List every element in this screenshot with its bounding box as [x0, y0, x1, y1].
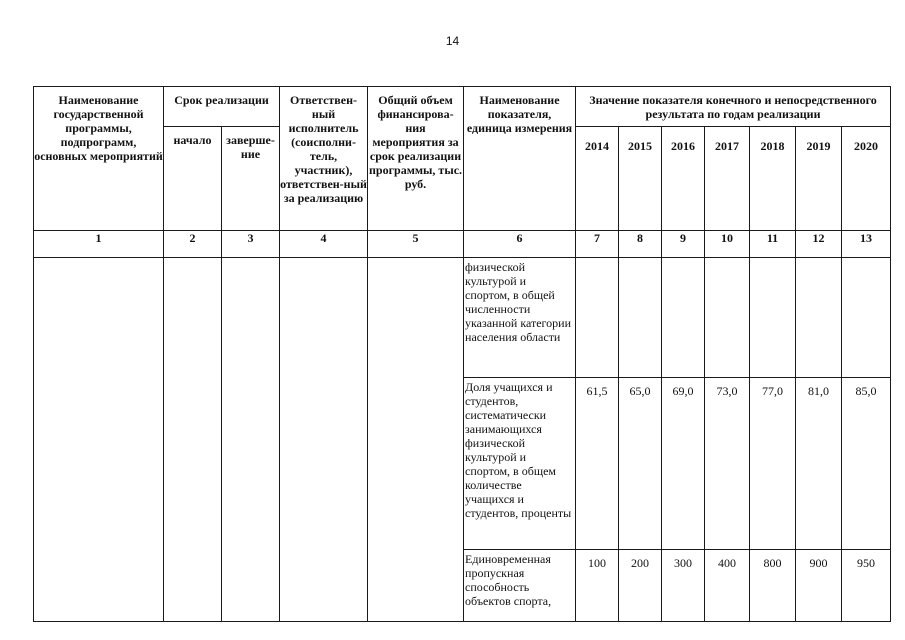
program-name-cell: [34, 258, 164, 622]
column-number: 8: [619, 231, 662, 258]
indicator-value: 950: [842, 550, 891, 622]
column-number: 7: [576, 231, 619, 258]
program-table: [33, 86, 891, 622]
page-number: 14: [445, 34, 460, 48]
column-number: 9: [662, 231, 705, 258]
indicator-name: Доля учащихся и студентов, систематически занимающихся физической культурой и спортом, в общем количестве учащихся и студентов, проценты: [464, 378, 576, 550]
header-year: 2016: [662, 127, 705, 231]
column-number-row: [34, 231, 891, 258]
header-end: заверше-ние: [222, 127, 280, 231]
indicator-value: [619, 258, 662, 378]
header-year: 2019: [796, 127, 842, 231]
column-number: 5: [368, 231, 464, 258]
column-number: 10: [705, 231, 750, 258]
header-start: начало: [164, 127, 222, 231]
indicator-value: 61,5: [576, 378, 619, 550]
indicator-value: 100: [576, 550, 619, 622]
header-row-1: [34, 87, 891, 127]
indicator-value: 85,0: [842, 378, 891, 550]
header-year: 2015: [619, 127, 662, 231]
indicator-value: [576, 258, 619, 378]
header-values-group: Значение показателя конечного и непосредственного результата по годам реализации: [576, 87, 891, 127]
header-indicator: Наименование показателя, единица измерения: [464, 87, 576, 231]
end-cell: [222, 258, 280, 622]
indicator-value: 69,0: [662, 378, 705, 550]
header-year: 2020: [842, 127, 891, 231]
executor-cell: [280, 258, 368, 622]
header-year: 2017: [705, 127, 750, 231]
indicator-value: [796, 258, 842, 378]
indicator-value: 81,0: [796, 378, 842, 550]
indicator-value: 800: [750, 550, 796, 622]
column-number: 11: [750, 231, 796, 258]
indicator-value: [842, 258, 891, 378]
column-number: 4: [280, 231, 368, 258]
indicator-value: 900: [796, 550, 842, 622]
indicator-value: [705, 258, 750, 378]
column-number: 2: [164, 231, 222, 258]
header-year: 2014: [576, 127, 619, 231]
indicator-value: 300: [662, 550, 705, 622]
header-year: 2018: [750, 127, 796, 231]
header-executor: Ответствен-ный исполнитель (соисполни-тель, участник), ответствен-ный за реализацию: [280, 87, 368, 231]
start-cell: [164, 258, 222, 622]
indicator-name: физической культурой и спортом, в общей численности указанной категории населения области: [464, 258, 576, 378]
indicator-value: 77,0: [750, 378, 796, 550]
funding-cell: [368, 258, 464, 622]
indicator-value: 400: [705, 550, 750, 622]
indicator-value: 73,0: [705, 378, 750, 550]
indicator-value: 200: [619, 550, 662, 622]
column-number: 3: [222, 231, 280, 258]
table-row: [34, 258, 891, 378]
indicator-value: 65,0: [619, 378, 662, 550]
column-number: 13: [842, 231, 891, 258]
header-program-name: Наименование государственной программы, подпрограмм, основных мероприятий: [34, 87, 164, 231]
column-number: 6: [464, 231, 576, 258]
header-funding: Общий объем финансирова-ния мероприятия за срок реализации программы, тыс. руб.: [368, 87, 464, 231]
column-number: 12: [796, 231, 842, 258]
header-term-group: Срок реализации: [164, 87, 280, 127]
indicator-value: [662, 258, 705, 378]
indicator-name: Единовременная пропускная способность объектов спорта,: [464, 550, 576, 622]
column-number: 1: [34, 231, 164, 258]
indicator-value: [750, 258, 796, 378]
